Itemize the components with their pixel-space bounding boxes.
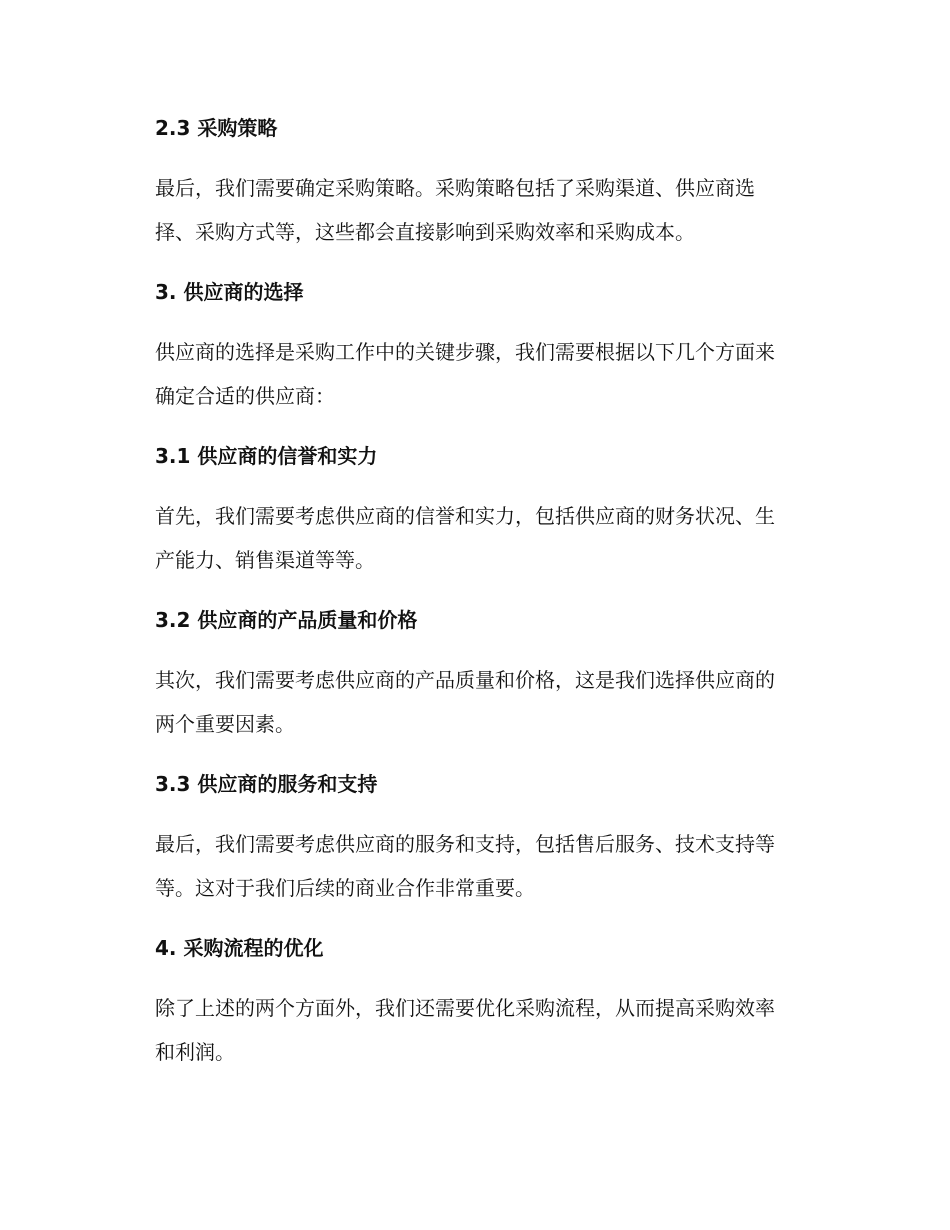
paragraph-line: 等。这对于我们后续的商业合作非常重要。 [155,876,535,900]
paragraph-process-optimization [112,986,834,1074]
paragraph-quality-price [112,658,834,746]
paragraph-line: 供应商的选择是采购工作中的关键步骤，我们需要根据以下几个方面来 [155,340,775,364]
section-heading-3-2: 3.2 供应商的产品质量和价格 [155,608,418,632]
paragraph-line: 除了上述的两个方面外，我们还需要优化采购流程，从而提高采购效率 [155,996,775,1020]
paragraph-purchasing-strategy [112,166,834,254]
section-heading-2-3: 2.3 采购策略 [155,116,278,140]
section-heading-3: 3. 供应商的选择 [155,280,304,304]
paragraph-line: 确定合适的供应商： [155,384,335,408]
paragraph-supplier-selection [112,330,834,418]
paragraph-line: 最后，我们需要考虑供应商的服务和支持，包括售后服务、技术支持等 [155,832,775,856]
section-heading-3-3: 3.3 供应商的服务和支持 [155,772,378,796]
section-heading-3-1: 3.1 供应商的信誉和实力 [155,444,378,468]
paragraph-line: 产能力、销售渠道等等。 [155,548,375,572]
section-heading-4: 4. 采购流程的优化 [155,936,324,960]
document-body [112,106,834,1090]
paragraph-line: 两个重要因素。 [155,712,295,736]
paragraph-line: 最后，我们需要确定采购策略。采购策略包括了采购渠道、供应商选 [155,176,755,200]
paragraph-supplier-reputation [112,494,834,582]
paragraph-line: 其次，我们需要考虑供应商的产品质量和价格，这是我们选择供应商的 [155,668,775,692]
paragraph-line: 首先，我们需要考虑供应商的信誉和实力，包括供应商的财务状况、生 [155,504,775,528]
paragraph-line: 择、采购方式等，这些都会直接影响到采购效率和采购成本。 [155,220,695,244]
paragraph-line: 和利润。 [155,1040,235,1064]
paragraph-service-support [112,822,834,910]
